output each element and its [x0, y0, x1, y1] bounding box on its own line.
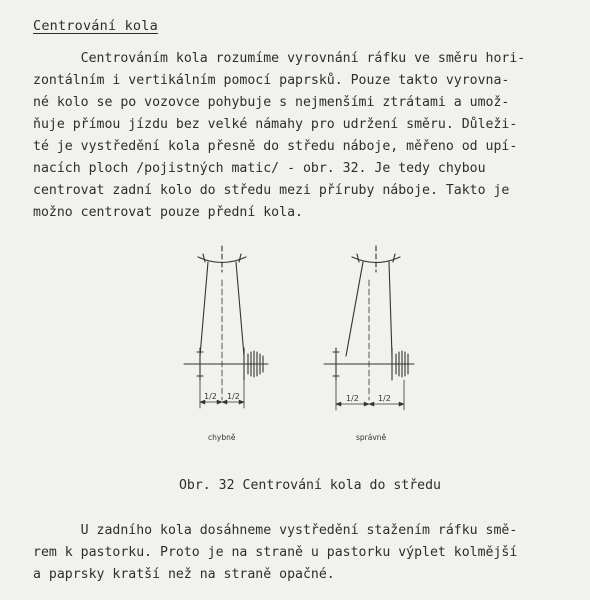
figure-drawing	[170, 240, 430, 450]
text-line: Centrováním kola rozumíme vyrovnání ráfku ve směru hori-	[33, 51, 526, 66]
text-line: rem k pastorku. Proto je na straně u pastorku výplet kolmější	[33, 545, 518, 560]
section-heading: Centrování kola	[33, 18, 158, 34]
wrong-wheel-diagram	[184, 246, 268, 408]
text-line: možno centrovat pouze přední kola.	[33, 205, 303, 220]
text-line: ňuje přímou jízdu bez velké námahy pro udržení směru. Důleži-	[33, 117, 518, 132]
text-line: té je vystředění kola přesně do středu náboje, měřeno od upí-	[33, 139, 518, 154]
paragraph-intro	[33, 48, 563, 224]
text-line: centrovat zadní kolo do středu mezi příruby náboje. Takto je	[33, 183, 510, 198]
text-line: nacích ploch /pojistných matic/ - obr. 32. Je tedy chybou	[33, 161, 486, 176]
label-correct: správně	[356, 433, 387, 442]
paragraph-rear-wheel	[33, 520, 563, 586]
dim-label-left-a: 1/2	[204, 392, 217, 401]
text-line: né kolo se po vozovce pohybuje s nejmenšími ztrátami a umož-	[33, 95, 510, 110]
figure-caption: Obr. 32 Centrování kola do středu	[178, 478, 441, 493]
dim-label-right-b: 1/2	[378, 394, 391, 403]
text-line: a paprsky kratší než na straně opačné.	[33, 567, 335, 582]
correct-wheel-diagram	[324, 246, 414, 410]
label-wrong: chybně	[208, 433, 236, 442]
wheel-centering-figure	[170, 240, 430, 450]
text-line: zontálním i vertikálním pomocí paprsků. Pouze takto vyrovna-	[33, 73, 510, 88]
dim-label-right-a: 1/2	[346, 394, 359, 403]
text-line: U zadního kola dosáhneme vystředění stažením ráfku smě-	[33, 523, 518, 538]
dim-label-left-b: 1/2	[227, 392, 240, 401]
